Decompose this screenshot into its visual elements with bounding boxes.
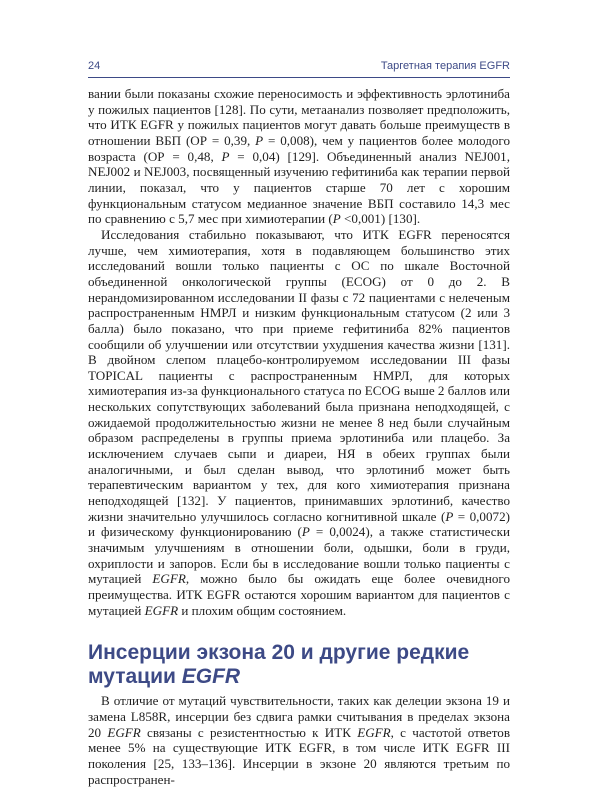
paragraph-2: Исследования стабильно показывают, что ИТК EGFR переносятся лучше, чем химиотерапия, хотя в подавляющем большинство этих исследований вошли только пациенты с ОС по шкале Восточной объединенной онкологической группы (ECOG) от 0 до 2. В нерандомизированном исследовании II фазы с 72 пациентами с нелеченым распространенным НМРЛ и низким функциональным статусом (2 или 3 балла) было показано, что при приеме гефитиниба 82% пациентов сообщили об улучшении или отсутствии ухудшения качества жизни [131]. В двойном слепом плацебо-контролируемом исследовании III фазы TOPICAL пациенты с распространенным НМРЛ, для которых химиотерапия из-за функционального статуса по ECOG выше 2 баллов или нескольких сопутствующих заболеваний была признана неподходящей, с ожидаемой продолжительностью жизни не менее 8 нед были случайным образом распределены в группы приема эрлотиниба или плацебо. За исключением случаев сыпи и диареи, НЯ в обеих группах были аналогичными, и был сделан вывод, что эрлотиниб может быть терапевтическим вариантом у тех, для кого химиотерапия признана неподходящей [132]. У пациентов, принимавших эрлотиниб, качество жизни значительно улучшилось согласно когнитивной шкале (P = 0,0072) и физическому функционированию (P = 0,0024), а также статистически значимым улучшениям в отношении боли, одышки, боли в груди, охриплости и запоров. Если бы в исследование вошли только пациенты с мутацией EGFR, можно было бы ожидать еще более очевидного преимущества. ИТК EGFR остаются хорошим вариантом для пациентов с мутацией EGFR и плохим общим состоянием. bbox=[88, 226, 510, 618]
section-heading: Инсерции экзона 20 и другие редкие мутации EGFR bbox=[88, 641, 470, 688]
header-rule bbox=[88, 77, 510, 78]
running-title: Таргетная терапия EGFR bbox=[380, 60, 510, 72]
page-body bbox=[88, 86, 510, 787]
paragraph-3: В отличие от мутаций чувствительности, таких как делеции экзона 19 и замена L858R, инсерции без сдвига рамки считывания в пределах экзона 20 EGFR связаны с резистентностью к ИТК EGFR, с частотой ответов менее 5% на существующие ИТК EGFR, в том числе ИТК EGFR III поколения [25, 133–136]. Инсерции в экзоне 20 являются третьим по распространен- bbox=[88, 693, 511, 787]
page-number: 24 bbox=[88, 60, 101, 72]
page-header bbox=[88, 60, 510, 72]
paragraph-1: вании были показаны схожие переносимость и эффективность эрлотиниба у пожилых пациентов [128]. По сути, метаанализ позволяет предположить, что ИТК EGFR у пожилых пациентов могут давать больше преимуществ в отношении ВБП (ОР = 0,39, P = 0,008), чем у пациентов более молодого возраста (ОР = 0,48, P = 0,04) [129]. Объединенный анализ NEJ001, NEJ002 и NEJ003, посвященный изучению гефитиниба как терапии первой линии, показал, что у пациентов старше 70 лет с хорошим функциональным статусом медианное значение ВБП составило 14,3 мес по сравнению с 5,7 мес при химиотерапии (P <0,001) [130]. bbox=[88, 86, 510, 227]
